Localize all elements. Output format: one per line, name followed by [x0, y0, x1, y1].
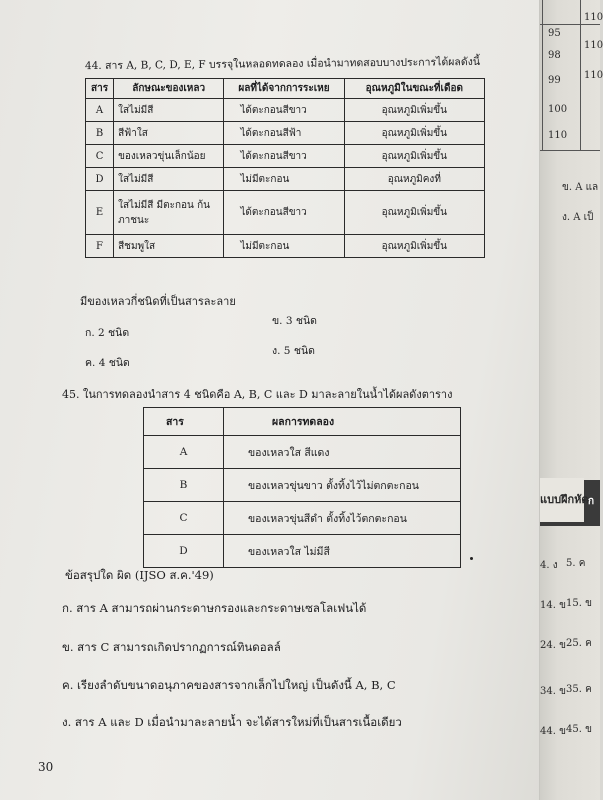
table-cell: D: [86, 168, 114, 191]
table-cell: ใสไม่มีสี: [114, 168, 224, 191]
answer-key-item: 14. ข: [540, 600, 566, 611]
answer-key-item: 15. ข: [566, 598, 592, 609]
question-44-stem: 44. สาร A, B, C, D, E, F บรรจุในหลอดทดลอง เมื่อนำมาทดสอบบางประการได้ผลดังนี้: [84, 55, 481, 73]
right-choice-fragment: ข. A แล: [562, 182, 599, 193]
question-45-table: [143, 407, 461, 568]
table-cell: A: [86, 99, 114, 122]
table-header: อุณหภูมิในขณะที่เดือด: [344, 79, 484, 99]
right-table-value: 110: [584, 40, 603, 51]
right-choice-fragment: ง. A เป็: [562, 212, 594, 223]
table-cell: ไม่มีตะกอน: [224, 168, 344, 191]
table-cell: E: [86, 191, 114, 235]
section-label: แบบฝึกหัด: [540, 478, 584, 522]
table-row: [144, 436, 461, 469]
answer-key-item: 4. ง: [540, 560, 558, 571]
table-row: [144, 469, 461, 502]
table-cell: B: [144, 469, 224, 502]
choice-c: ค. เรียงลำดับขนาดอนุภาคของสารจากเล็กไปใหญ่ เป็นดังนี้ A, B, C: [62, 678, 396, 692]
question-45-stem: 45. ในการทดลองนำสาร 4 ชนิดคือ A, B, C และ D มาละลายในน้ำได้ผลดังตาราง: [62, 388, 453, 401]
table-header: ผลการทดลอง: [224, 408, 461, 436]
table-row: [86, 235, 485, 258]
table-cell: ของเหลวขุ่นเล็กน้อย: [114, 145, 224, 168]
page-number: 30: [38, 760, 54, 774]
table-cell: D: [144, 535, 224, 568]
right-table-number: 100: [548, 104, 568, 115]
table-cell: A: [144, 436, 224, 469]
adjacent-page: [540, 0, 603, 800]
choice-c: ค. 4 ชนิด: [85, 357, 130, 369]
table-header: สาร: [144, 408, 224, 436]
choice-d: ง. 5 ชนิด: [272, 345, 315, 357]
table-header: ผลที่ได้จากการระเหย: [224, 79, 344, 99]
table-row: [144, 535, 461, 568]
table-cell: C: [86, 145, 114, 168]
table-cell: อุณหภูมิเพิ่มขึ้น: [344, 235, 484, 258]
table-cell: ได้ตะกอนสีขาว: [224, 99, 344, 122]
table-row: [86, 168, 485, 191]
question-44-prompt: มีของเหลวกี่ชนิดที่เป็นสารละลาย: [80, 295, 236, 308]
table-cell: B: [86, 122, 114, 145]
choice-a: ก. 2 ชนิด: [85, 327, 130, 339]
table-cell: ของเหลวใส สีแดง: [224, 436, 461, 469]
table-cell: สีชมพูใส: [114, 235, 224, 258]
table-cell: ไม่มีตะกอน: [224, 235, 344, 258]
question-45-prompt: ข้อสรุปใด ผิด (IJSO ส.ค.'49): [65, 568, 214, 582]
right-table-value: 110: [584, 12, 603, 23]
table-cell: อุณหภูมิเพิ่มขึ้น: [344, 145, 484, 168]
choice-b: ข. สาร C สามารถเกิดปรากฏการณ์ทินดอลล์: [62, 640, 281, 654]
answer-key-item: 24. ข: [540, 640, 566, 651]
right-table-number: 95: [548, 28, 561, 39]
table-row: [86, 122, 485, 145]
table-cell: ได้ตะกอนสีขาว: [224, 191, 344, 235]
table-cell: C: [144, 502, 224, 535]
answer-key-item: 34. ข: [540, 686, 566, 697]
table-cell: สีฟ้าใส: [114, 122, 224, 145]
table-cell: อุณหภูมิเพิ่มขึ้น: [344, 191, 484, 235]
table-cell: อุณหภูมิคงที่: [344, 168, 484, 191]
table-cell: F: [86, 235, 114, 258]
table-cell: ของเหลวขุ่นสีดำ ตั้งทิ้งไว้ตกตะกอน: [224, 502, 461, 535]
table-header: สาร: [86, 79, 114, 99]
choice-b: ข. 3 ชนิด: [272, 315, 317, 327]
choice-a: ก. สาร A สามารถผ่านกระดาษกรองและกระดาษเซลโลเฟนได้: [62, 601, 367, 615]
table-cell: ได้ตะกอนสีขาว: [224, 145, 344, 168]
table-cell: ใสไม่มีสี: [114, 99, 224, 122]
table-cell: ของเหลวขุ่นขาว ตั้งทิ้งไว้ไม่ตกตะกอน: [224, 469, 461, 502]
table-cell: อุณหภูมิเพิ่มขึ้น: [344, 122, 484, 145]
table-row: [86, 99, 485, 122]
answer-key-item: 25. ค: [566, 638, 592, 649]
table-header-row: [86, 79, 485, 99]
answer-key-item: 45. ข: [566, 724, 592, 735]
question-44-table: [85, 78, 485, 258]
answer-key-item: 44. ข: [540, 726, 566, 737]
table-row: [144, 502, 461, 535]
stray-mark: [470, 557, 473, 560]
table-cell: อุณหภูมิเพิ่มขึ้น: [344, 99, 484, 122]
table-cell: ได้ตะกอนสีฟ้า: [224, 122, 344, 145]
answer-key-item: 5. ค: [566, 558, 586, 569]
right-table-number: 99: [548, 75, 561, 86]
table-header: ลักษณะของเหลว: [114, 79, 224, 99]
table-header-row: [144, 408, 461, 436]
right-table-value: 110: [584, 70, 603, 81]
choice-d: ง. สาร A และ D เมื่อนำมาละลายน้ำ จะได้สารใหม่ที่เป็นสารเนื้อเดียว: [62, 715, 402, 729]
table-cell: ใสไม่มีสี มีตะกอน ก้นภาชนะ: [114, 191, 224, 235]
table-row: [86, 191, 485, 235]
table-cell: ของเหลวใส ไม่มีสี: [224, 535, 461, 568]
answer-key-item: 35. ค: [566, 684, 592, 695]
right-table-number: 98: [548, 50, 561, 61]
section-label-tail: ก: [588, 496, 595, 507]
table-row: [86, 145, 485, 168]
right-table-number: 110: [548, 130, 568, 141]
